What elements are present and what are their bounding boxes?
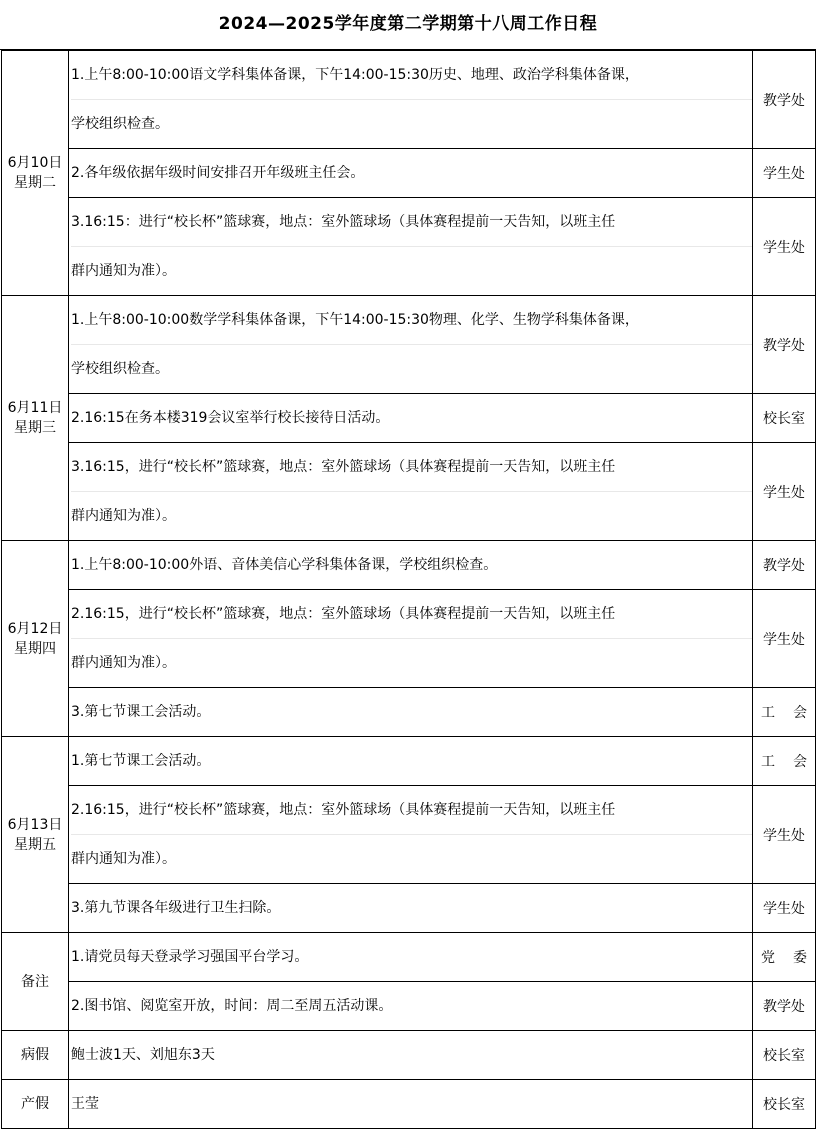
department-label: 教学处 bbox=[763, 337, 805, 354]
notes-label-cell bbox=[2, 933, 69, 1031]
item-content bbox=[69, 884, 753, 933]
schedule-row bbox=[2, 198, 816, 296]
department-cell bbox=[753, 982, 816, 1031]
item-text-line: 1.上午8:00-10:00数学学科集体备课，下午14:00-15:30物理、化学、生物学科集体备课， bbox=[71, 296, 752, 345]
item-text-line: 2.16:15，进行“校长杯”篮球赛，地点：室外篮球场（具体赛程提前一天告知，以班主任 bbox=[71, 590, 752, 639]
notes-row bbox=[2, 982, 816, 1031]
item-content bbox=[69, 786, 753, 884]
department-cell bbox=[753, 590, 816, 688]
department-cell bbox=[753, 737, 825, 786]
department-cell bbox=[753, 149, 816, 198]
sick-leave-label-cell bbox=[2, 1031, 69, 1080]
schedule-row bbox=[2, 443, 816, 541]
schedule-table bbox=[1, 50, 825, 1129]
department-cell bbox=[753, 198, 816, 296]
item-text-line: 1.第七节课工会活动。 bbox=[71, 753, 211, 769]
department-label: 学生处 bbox=[763, 901, 805, 917]
day-weekday: 星期四 bbox=[14, 640, 56, 657]
sick-leave-value-cell bbox=[69, 1031, 753, 1080]
day-cell bbox=[2, 296, 69, 541]
page-title: 2024—2025学年度第二学期第十八周工作日程 bbox=[0, 0, 816, 50]
item-content bbox=[69, 541, 753, 590]
item-text-line: 3.16:15：进行“校长杯”篮球赛，地点：室外篮球场（具体赛程提前一天告知，以班主任 bbox=[71, 198, 752, 247]
item-text-line: 1.上午8:00-10:00语文学科集体备课，下午14:00-15:30历史、地理、政治学科集体备课， bbox=[71, 51, 752, 100]
department-label: 学生处 bbox=[763, 631, 805, 648]
sick-leave-value: 鲍士波1天、刘旭东3天 bbox=[71, 1047, 215, 1063]
schedule-row bbox=[2, 51, 816, 149]
item-text-line: 学校组织检查。 bbox=[71, 116, 169, 132]
sick-leave-row bbox=[2, 1031, 816, 1080]
department-label: 校长室 bbox=[763, 411, 805, 427]
sick-leave-label: 病假 bbox=[21, 1047, 49, 1063]
item-content bbox=[69, 443, 753, 541]
item-text-line: 1.请党员每天登录学习强国平台学习。 bbox=[71, 949, 309, 965]
day-date: 6月12日 bbox=[7, 620, 63, 637]
item-text-line: 学校组织检查。 bbox=[71, 361, 169, 377]
item-text-line: 3.第七节课工会活动。 bbox=[71, 704, 211, 720]
notes-label: 备注 bbox=[21, 973, 49, 990]
department-cell bbox=[753, 443, 816, 541]
maternity-leave-row bbox=[2, 1080, 816, 1129]
department-label: 党委 bbox=[761, 950, 825, 966]
schedule-row bbox=[2, 541, 816, 590]
schedule-row bbox=[2, 884, 816, 933]
item-content bbox=[69, 688, 753, 737]
day-weekday: 星期三 bbox=[14, 420, 56, 436]
item-text-line: 1.上午8:00-10:00外语、音体美信心学科集体备课，学校组织检查。 bbox=[71, 557, 498, 573]
schedule-row bbox=[2, 737, 816, 786]
item-content bbox=[69, 737, 753, 786]
item-content bbox=[69, 296, 753, 394]
department-label: 校长室 bbox=[763, 1048, 805, 1064]
day-cell bbox=[2, 737, 69, 933]
maternity-leave-label-cell bbox=[2, 1080, 69, 1129]
day-cell bbox=[2, 541, 69, 737]
item-content bbox=[69, 982, 753, 1031]
department-label: 教学处 bbox=[763, 999, 805, 1015]
day-weekday: 星期五 bbox=[14, 836, 56, 853]
department-label: 校长室 bbox=[763, 1097, 805, 1113]
department-label: 教学处 bbox=[763, 92, 805, 109]
day-date: 6月11日 bbox=[7, 400, 63, 416]
schedule-row bbox=[2, 296, 816, 394]
department-label: 工会 bbox=[761, 754, 825, 770]
item-text-line: 群内通知为准）。 bbox=[71, 655, 176, 671]
maternity-leave-value-cell bbox=[69, 1080, 753, 1129]
maternity-leave-value: 王莹 bbox=[71, 1096, 99, 1112]
schedule-row bbox=[2, 786, 816, 884]
department-cell bbox=[753, 1080, 816, 1129]
day-cell bbox=[2, 51, 69, 296]
department-cell bbox=[753, 296, 816, 394]
schedule-row bbox=[2, 394, 816, 443]
item-content bbox=[69, 590, 753, 688]
item-text-line: 3.第九节课各年级进行卫生扫除。 bbox=[71, 900, 281, 916]
department-cell bbox=[753, 51, 816, 149]
item-text-line: 2.16:15，进行“校长杯”篮球赛，地点：室外篮球场（具体赛程提前一天告知，以班主任 bbox=[71, 786, 752, 835]
item-content bbox=[69, 933, 753, 982]
department-label: 学生处 bbox=[763, 239, 805, 256]
item-text-line: 3.16:15，进行“校长杯”篮球赛，地点：室外篮球场（具体赛程提前一天告知，以班主任 bbox=[71, 443, 752, 492]
department-cell bbox=[753, 884, 816, 933]
item-content bbox=[69, 394, 753, 443]
notes-row bbox=[2, 933, 816, 982]
department-label: 学生处 bbox=[763, 166, 805, 182]
department-cell bbox=[753, 688, 825, 737]
department-cell bbox=[753, 394, 816, 443]
schedule-row bbox=[2, 149, 816, 198]
department-cell bbox=[753, 1031, 816, 1080]
day-date: 6月13日 bbox=[7, 816, 63, 833]
item-text-line: 群内通知为准）。 bbox=[71, 263, 176, 279]
item-content bbox=[69, 51, 753, 149]
item-text-line: 群内通知为准）。 bbox=[71, 508, 176, 524]
day-date: 6月10日 bbox=[7, 155, 63, 171]
department-label: 教学处 bbox=[763, 558, 805, 574]
department-cell bbox=[753, 541, 816, 590]
item-content bbox=[69, 198, 753, 296]
item-text-line: 2.各年级依据年级时间安排召开年级班主任会。 bbox=[71, 165, 365, 181]
department-label: 工会 bbox=[761, 705, 825, 721]
department-cell bbox=[753, 786, 816, 884]
item-text-line: 群内通知为准）。 bbox=[71, 851, 176, 867]
day-weekday: 星期二 bbox=[14, 175, 56, 191]
maternity-leave-label: 产假 bbox=[21, 1096, 49, 1112]
item-text-line: 2.16:15在务本楼319会议室举行校长接待日活动。 bbox=[71, 410, 390, 426]
department-label: 学生处 bbox=[763, 484, 805, 501]
schedule-row bbox=[2, 590, 816, 688]
department-label: 学生处 bbox=[763, 827, 805, 844]
item-text-line: 2.图书馆、阅览室开放，时间：周二至周五活动课。 bbox=[71, 998, 393, 1014]
department-cell bbox=[753, 933, 825, 982]
item-content bbox=[69, 149, 753, 198]
schedule-row bbox=[2, 688, 816, 737]
